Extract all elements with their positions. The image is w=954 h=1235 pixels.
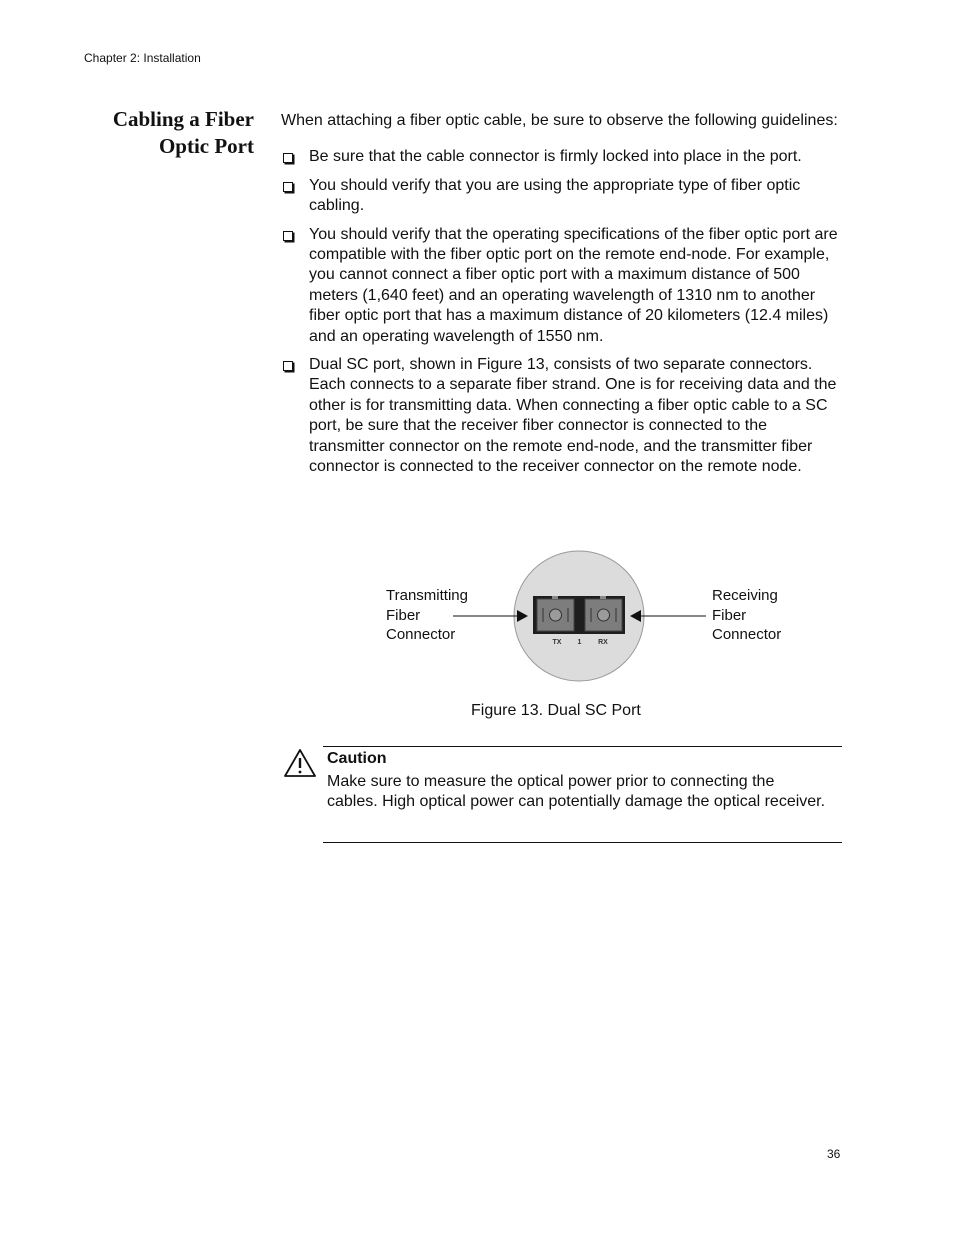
label-line: Fiber	[386, 606, 421, 624]
rx-ferrule	[598, 609, 610, 621]
figure-caption: Figure 13. Dual SC Port	[471, 702, 641, 719]
square-bullet-icon	[283, 361, 293, 371]
dual-sc-port-figure	[380, 548, 800, 688]
port-diagram	[380, 548, 800, 688]
port-number-label: 1	[577, 639, 582, 646]
list-item	[281, 147, 846, 167]
square-bullet-icon	[283, 231, 293, 241]
section-title-line-1: Cabling a Fiber	[112, 107, 254, 131]
caution-top-rule	[323, 746, 842, 747]
caution-bottom-rule	[323, 842, 842, 843]
list-item-text: You should verify that you are using the appropriate type of fiber optic cabling.	[309, 176, 801, 215]
intro-paragraph: When attaching a fiber optic cable, be sure to observe the following guidelines:	[281, 112, 838, 129]
caution-title: Caution	[327, 750, 387, 767]
label-line: Receiving	[712, 587, 778, 604]
section-title	[60, 106, 254, 160]
square-bullet-icon	[283, 182, 293, 192]
label-line: Fiber	[712, 606, 747, 624]
list-item	[281, 225, 846, 347]
running-header: Chapter 2: Installation	[84, 51, 201, 65]
label-line: Connector	[712, 626, 782, 643]
page-number: 36	[827, 1147, 841, 1161]
list-item	[281, 355, 846, 477]
list-item-text: Be sure that the cable connector is firmly locked into place in the port.	[309, 148, 802, 166]
section-title-line-2: Optic Port	[158, 134, 254, 158]
label-line: Connector	[386, 626, 456, 643]
warning-triangle-icon	[283, 748, 317, 778]
body-text	[281, 111, 846, 486]
tx-port-label: TX	[552, 639, 562, 646]
rx-port-label: RX	[598, 639, 608, 646]
list-item	[281, 176, 846, 217]
square-bullet-icon	[283, 153, 293, 163]
list-item-text: You should verify that the operating specifications of the fiber optic port are compatible with the fiber optic port on the remote end-node. For example, you cannot connect a fiber optic port with a maximum distance of 500 meters (1,640 feet) and an operating wavelength of 1310 nm to another fiber optic port that has a maximum distance of 20 kilometers (12.4 miles) and an operating wavelength of 1550 nm.	[309, 225, 838, 345]
label-line: Transmitting	[386, 587, 468, 604]
tx-ferrule	[550, 609, 562, 621]
list-item-text: Dual SC port, shown in Figure 13, consists of two separate connectors. Each connects to a separate fiber strand. One is for receiving data and the other is for transmitting data. When connecting a fiber optic cable to a SC port, be sure that the receiver fiber connector is connected to the transmitter connector on the remote end-node, and the transmitter fiber connector is connected to the receiver connector on the remote node.	[309, 356, 837, 476]
caution-box	[283, 746, 842, 842]
guidelines-list	[281, 147, 846, 477]
caution-text: Make sure to measure the optical power prior to connecting the cables. High optical power can potentially damage the optical receiver.	[327, 773, 826, 811]
